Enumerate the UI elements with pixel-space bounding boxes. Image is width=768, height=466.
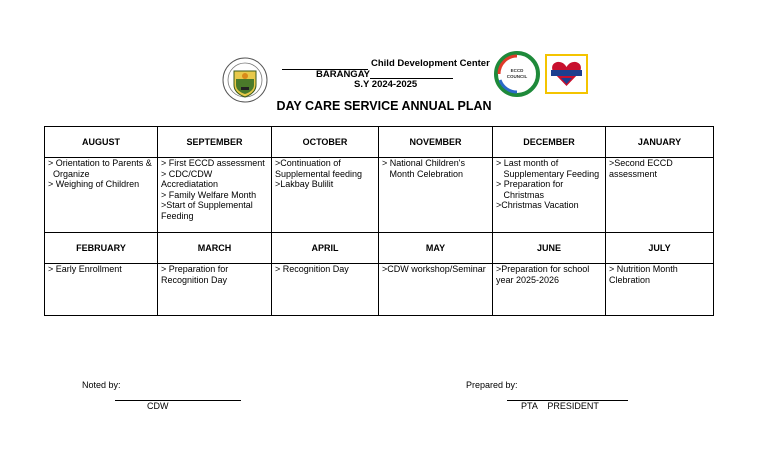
- month-header: DECEMBER: [493, 127, 606, 158]
- activity-item: >Christmas Vacation: [496, 200, 579, 211]
- activity-item: > Preparation for Recognition Day: [161, 264, 231, 285]
- activities-cell: [493, 264, 606, 316]
- activity-item: > Weighing of Children: [48, 179, 140, 190]
- activities-cell: [272, 158, 379, 233]
- activities-cell: [158, 264, 272, 316]
- activity-item: Month Celebration: [382, 168, 464, 179]
- month-header: JANUARY: [606, 127, 714, 158]
- annual-plan-table: [44, 126, 714, 316]
- activity-item: > First ECCD assessment: [161, 158, 265, 168]
- month-header: FEBRUARY: [45, 233, 158, 264]
- month-header: MAY: [379, 233, 493, 264]
- month-header: MARCH: [158, 233, 272, 264]
- activities-row: [45, 158, 714, 233]
- dswd-logo-icon: [545, 54, 588, 94]
- activity-item: > Preparation for: [496, 179, 564, 190]
- activity-item: > Nutrition Month Clebration: [609, 264, 681, 285]
- center-name: Child Development Center: [371, 58, 490, 69]
- activity-item: > National Children's: [382, 158, 466, 168]
- barangay-seal-icon: [222, 57, 268, 103]
- activity-item: > Last month of: [496, 158, 559, 168]
- activities-cell: [45, 264, 158, 316]
- activity-item: >Continuation of Supplemental feeding: [275, 158, 363, 179]
- svg-text:ECCD: ECCD: [510, 68, 524, 73]
- activities-cell: [606, 264, 714, 316]
- activity-item: Organize: [48, 168, 90, 179]
- noted-by-role: CDW: [147, 401, 169, 411]
- activities-cell: [272, 264, 379, 316]
- prepared-by-role: PTA PRESIDENT: [521, 401, 599, 411]
- school-year: S.Y 2024-2025: [354, 79, 418, 90]
- document-header: [0, 0, 768, 120]
- month-header: APRIL: [272, 233, 379, 264]
- activity-item: > Family Welfare Month: [161, 189, 257, 200]
- activity-item: >Lakbay Bulilit: [275, 179, 334, 190]
- activities-cell: [493, 158, 606, 233]
- activities-cell: [45, 158, 158, 233]
- activity-item: > CDC/CDW Accrediatation: [161, 168, 219, 190]
- noted-by-label: Noted by:: [82, 380, 121, 390]
- activity-item: Supplementary Feeding: [496, 168, 600, 179]
- month-header-row: [45, 127, 714, 158]
- activity-item: > Orientation to Parents &: [48, 158, 152, 168]
- activities-cell: [379, 264, 493, 316]
- activity-item: > Early Enrollment: [48, 264, 122, 274]
- month-header: NOVEMBER: [379, 127, 493, 158]
- activity-item: >Preparation for school year 2025-2026: [496, 264, 592, 285]
- activity-item: >Second ECCD assessment: [609, 158, 676, 179]
- activities-cell: [606, 158, 714, 233]
- document-title: DAY CARE SERVICE ANNUAL PLAN: [276, 99, 492, 113]
- activity-item: Christmas: [496, 189, 545, 200]
- activity-item: >CDW workshop/Seminar: [382, 264, 486, 274]
- svg-text:COUNCIL: COUNCIL: [506, 74, 528, 79]
- activity-item: > Recognition Day: [275, 264, 349, 274]
- month-header: JULY: [606, 233, 714, 264]
- month-header-row: [45, 233, 714, 264]
- prepared-by-label: Prepared by:: [466, 380, 518, 390]
- noted-by-signature-line: [115, 400, 241, 401]
- activities-cell: [158, 158, 272, 233]
- activities-row: [45, 264, 714, 316]
- eccd-council-seal-icon: [493, 51, 541, 97]
- month-header: SEPTEMBER: [158, 127, 272, 158]
- barangay-label: BARANGAY: [316, 69, 371, 80]
- month-header: OCTOBER: [272, 127, 379, 158]
- activity-item: >Start of Supplemental Feeding: [161, 200, 256, 221]
- month-header: AUGUST: [45, 127, 158, 158]
- month-header: JUNE: [493, 233, 606, 264]
- activities-cell: [379, 158, 493, 233]
